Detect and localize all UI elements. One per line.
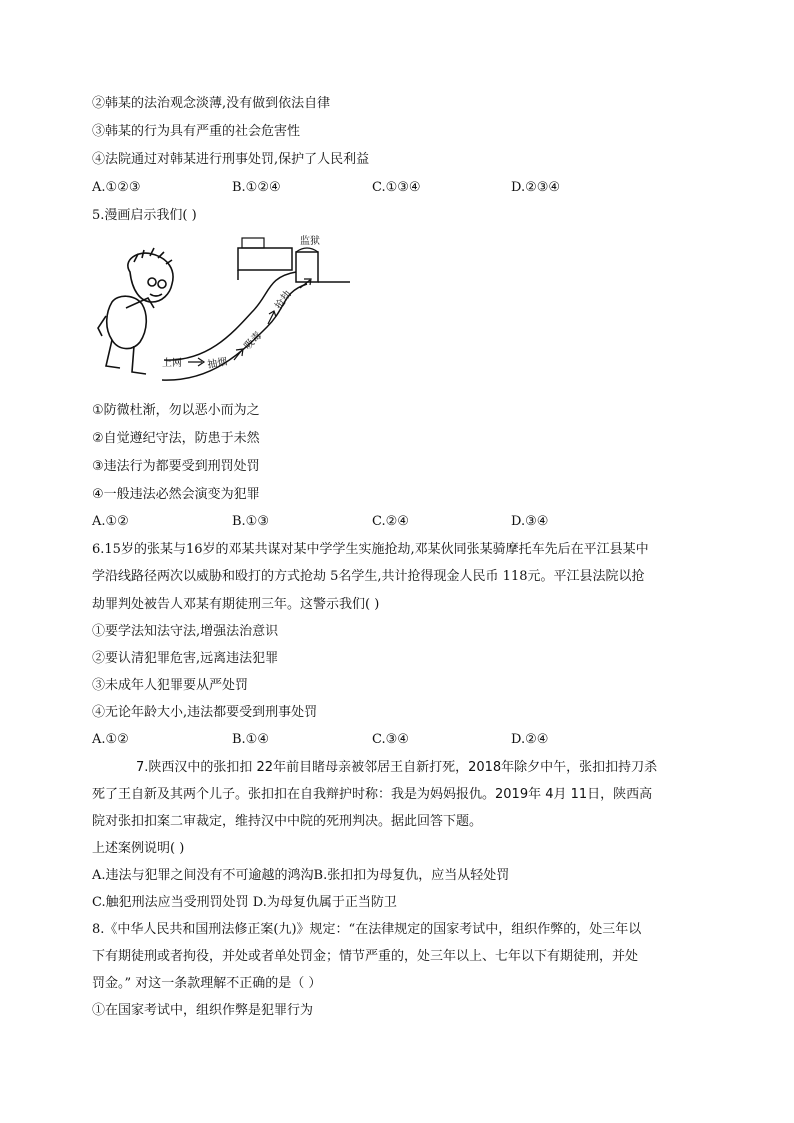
q4-option-b: B.①②④ xyxy=(232,180,281,195)
q4-option-c: C.①③④ xyxy=(372,180,421,195)
q6-stem-line-1: 6.15岁的张某与16岁的邓某共谋对某中学学生实施抢劫,邓某伙同张某骑摩托车先后在平江县某中 xyxy=(92,542,649,557)
q5-cartoon xyxy=(92,232,356,392)
q5-item-1: ①防微杜渐，勿以恶小而为之 xyxy=(92,403,260,418)
q6-option-a: A.①② xyxy=(92,732,129,747)
prison-label: 监狱 xyxy=(300,236,320,247)
q5-option-b: B.①③ xyxy=(232,514,269,529)
q8-stem-line-3: 罚金。” 对这一条款理解不正确的是（ ） xyxy=(92,976,322,991)
q6-stem-line-2: 学沿线路径两次以威胁和殴打的方式抢劫 5名学生,共计抢得现金人民币 118元。平江县法院以抢 xyxy=(92,569,645,584)
q7-option-line-1: A.违法与犯罪之间没有不可逾越的鸿沟B.张扣扣为母复仇，应当从轻处罚 xyxy=(92,868,510,883)
arrow-up-icon xyxy=(300,279,311,288)
q7-stem-line-2: 死了王自新及其两个儿子。张扣扣在自我辩护时称：我是为妈妈报仇。2019年 4月 11日，陕西高 xyxy=(92,787,653,802)
q4-item-3: ③韩某的行为具有严重的社会危害性 xyxy=(92,124,301,139)
q7-stem-line-3: 院对张扣扣案二审裁定，维持汉中中院的死刑判决。据此回答下题。 xyxy=(92,814,483,829)
q5-item-4: ④一般违法必然会演变为犯罪 xyxy=(92,487,260,502)
cartoon-illustration xyxy=(92,232,356,392)
q5-stem: 5.漫画启示我们( ) xyxy=(92,208,197,223)
q5-option-c: C.②④ xyxy=(372,514,409,529)
prison-icon xyxy=(238,238,350,282)
q8-item-1: ①在国家考试中，组织作弊是犯罪行为 xyxy=(92,1003,314,1018)
q4-item-4: ④法院通过对韩某进行刑事处罚,保护了人民利益 xyxy=(92,152,370,167)
q6-option-c: C.③④ xyxy=(372,732,409,747)
q4-option-d: D.②③④ xyxy=(511,180,561,195)
arrow-right-icon xyxy=(188,358,204,366)
q4-option-a: A.①②③ xyxy=(92,180,141,195)
q7-stem-line-1: 7.陕西汉中的张扣扣 22年前目睹母亲被邻居王自新打死，2018年除夕中午，张扣扣持刀杀 xyxy=(136,760,658,775)
q5-option-a: A.①② xyxy=(92,514,129,529)
figure-icon xyxy=(98,248,173,374)
q6-item-3: ③未成年人犯罪要从严处罚 xyxy=(92,678,249,693)
q7-question: 上述案例说明( ) xyxy=(92,841,185,856)
q5-item-2: ②自觉遵纪守法，防患于未然 xyxy=(92,431,260,446)
q6-item-4: ④无论年龄大小,违法都要受到刑事处罚 xyxy=(92,705,318,720)
step-label-1: 上网 xyxy=(162,358,182,369)
arrow-up-icon xyxy=(234,349,243,360)
q7-option-line-2: C.触犯刑法应当受刑罚处罚 D.为母复仇属于正当防卫 xyxy=(92,895,397,910)
q6-item-2: ②要认清犯罪危害,远离违法犯罪 xyxy=(92,651,279,666)
q5-item-3: ③违法行为都要受到刑罚处罚 xyxy=(92,459,260,474)
q8-stem-line-1: 8.《中华人民共和国刑法修正案(九)》规定：“在法律规定的国家考试中，组织作弊的，处三年以 xyxy=(92,922,642,937)
q5-option-d: D.③④ xyxy=(511,514,549,529)
q6-option-d: D.②④ xyxy=(511,732,549,747)
step-label-3: 吸毒 xyxy=(242,330,265,353)
q6-option-b: B.①④ xyxy=(232,732,269,747)
q6-stem-line-3: 劫罪判处被告人邓某有期徒刑三年。这警示我们( ) xyxy=(92,597,380,612)
step-label-2: 抽烟 xyxy=(206,356,229,371)
q4-item-2: ②韩某的法治观念淡薄,没有做到依法自律 xyxy=(92,96,331,111)
q8-stem-line-2: 下有期徒刑或者拘役，并处或者单处罚金；情节严重的，处三年以上、七年以下有期徒刑，并处 xyxy=(92,949,639,964)
step-label-4: 抢劫 xyxy=(273,289,294,312)
q6-item-1: ①要学法知法守法,增强法治意识 xyxy=(92,624,279,639)
